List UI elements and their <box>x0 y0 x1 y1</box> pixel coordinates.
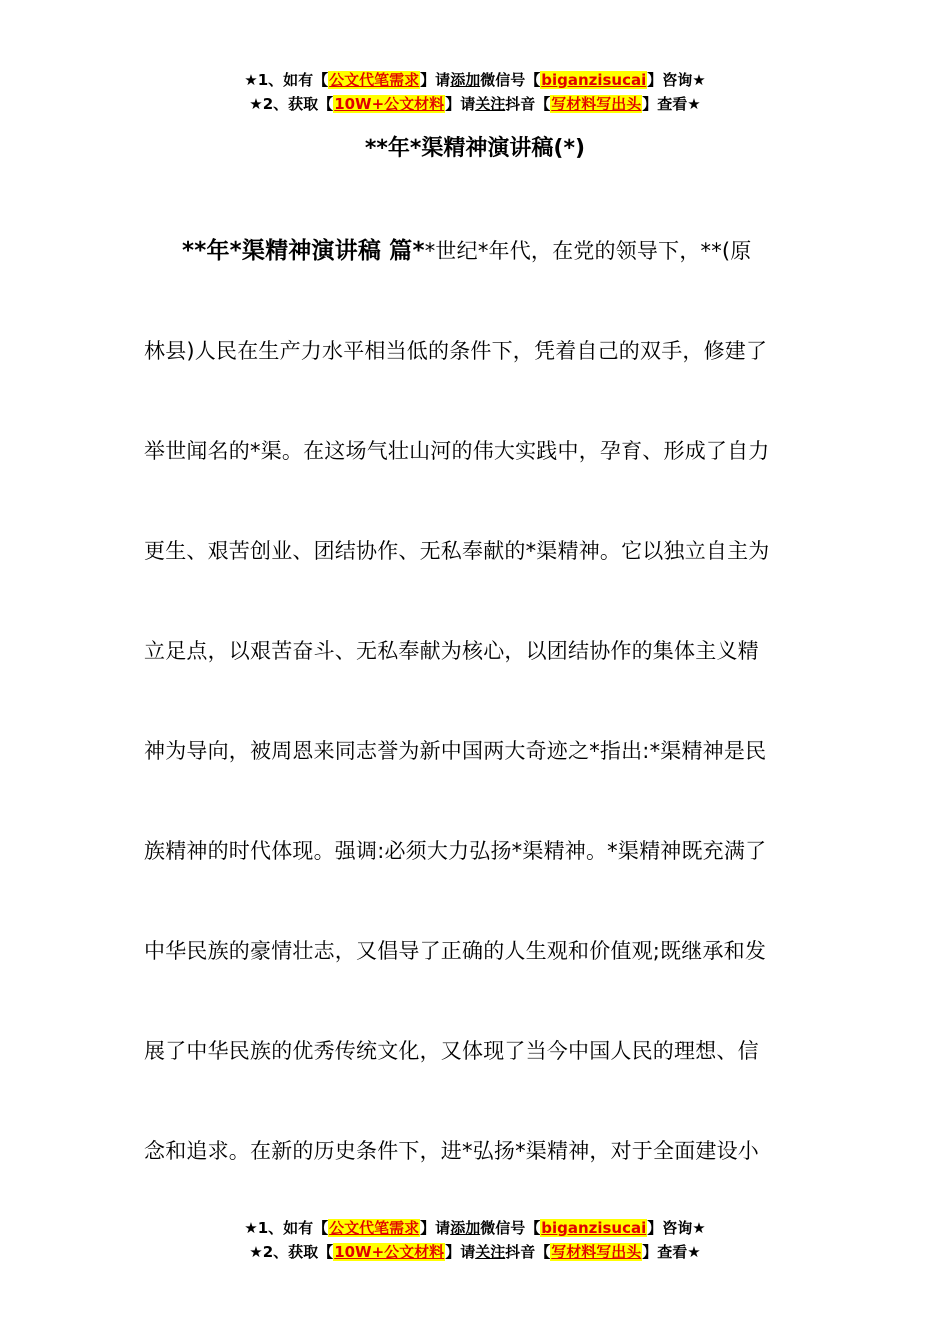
banner-text: ★1、如有【 <box>244 1219 329 1237</box>
body-line: 念和追求。在新的历史条件下，进*弘扬*渠精神，对于全面建设小 <box>144 1139 759 1163</box>
banner-line-2 <box>0 1240 950 1264</box>
banner-highlight: 写材料写出头 <box>551 1243 642 1261</box>
banner-highlight: biganzisucai <box>541 1219 647 1237</box>
banner-text: 】请 <box>420 1219 451 1237</box>
body-line <box>144 201 808 301</box>
banner-highlight: 公文代笔需求 <box>329 1219 420 1237</box>
banner-text: 】咨询★ <box>647 71 706 89</box>
banner-text: ★1、如有【 <box>244 71 329 89</box>
banner-highlight: 公文代笔需求 <box>329 71 420 89</box>
banner-text: 】请 <box>445 95 476 113</box>
banner-text: 微信号【 <box>480 71 541 89</box>
body-line: 林县)人民在生产力水平相当低的条件下，凭着自己的双手，修建了 <box>144 339 768 363</box>
banner-text: 】查看★ <box>642 1243 701 1261</box>
section-heading: **年*渠精神演讲稿 篇* <box>182 238 425 264</box>
banner-text: ★2、获取【 <box>249 95 334 113</box>
banner-text: 】咨询★ <box>647 1219 706 1237</box>
banner-text: ★2、获取【 <box>249 1243 334 1261</box>
footer-banner <box>0 1216 950 1264</box>
body-line: 更生、艰苦创业、团结协作、无私奉献的*渠精神。它以独立自主为 <box>144 539 770 563</box>
banner-highlight: 10W+公文材料 <box>334 95 445 113</box>
body-line: 举世闻名的*渠。在这场气壮山河的伟大实践中，孕育、形成了自力 <box>144 439 770 463</box>
banner-underline: 关注 <box>475 95 506 113</box>
banner-underline: 添加 <box>450 71 481 89</box>
banner-line-1 <box>0 1216 950 1240</box>
banner-underline: 关注 <box>475 1243 506 1261</box>
banner-line-1 <box>0 68 950 92</box>
banner-text: 】请 <box>445 1243 476 1261</box>
body-line: 神为导向，被周恩来同志誉为新中国两大奇迹之*指出:*渠精神是民 <box>144 739 767 763</box>
document-title: **年*渠精神演讲稿(*) <box>364 136 586 161</box>
document-body <box>144 201 808 1201</box>
banner-text: 微信号【 <box>480 1219 541 1237</box>
body-line: 展了中华民族的优秀传统文化，又体现了当今中国人民的理想、信 <box>144 1039 759 1063</box>
banner-text: 抖音【 <box>505 95 551 113</box>
body-line: 族精神的时代体现。强调:必须大力弘扬*渠精神。*渠精神既充满了 <box>144 839 767 863</box>
banner-text: 】请 <box>420 71 451 89</box>
banner-highlight: biganzisucai <box>541 71 647 89</box>
body-line: 立足点，以艰苦奋斗、无私奉献为核心，以团结协作的集体主义精 <box>144 639 759 663</box>
banner-underline: 添加 <box>450 1219 481 1237</box>
banner-text: 抖音【 <box>505 1243 551 1261</box>
banner-text: 】查看★ <box>642 95 701 113</box>
banner-highlight: 10W+公文材料 <box>334 1243 445 1261</box>
banner-highlight: 写材料写出头 <box>551 95 642 113</box>
banner-line-2 <box>0 92 950 116</box>
body-line-text: *世纪*年代，在党的领导下，**(原 <box>424 239 752 263</box>
header-banner <box>0 68 950 116</box>
body-line: 中华民族的豪情壮志，又倡导了正确的人生观和价值观;既继承和发 <box>144 939 767 963</box>
